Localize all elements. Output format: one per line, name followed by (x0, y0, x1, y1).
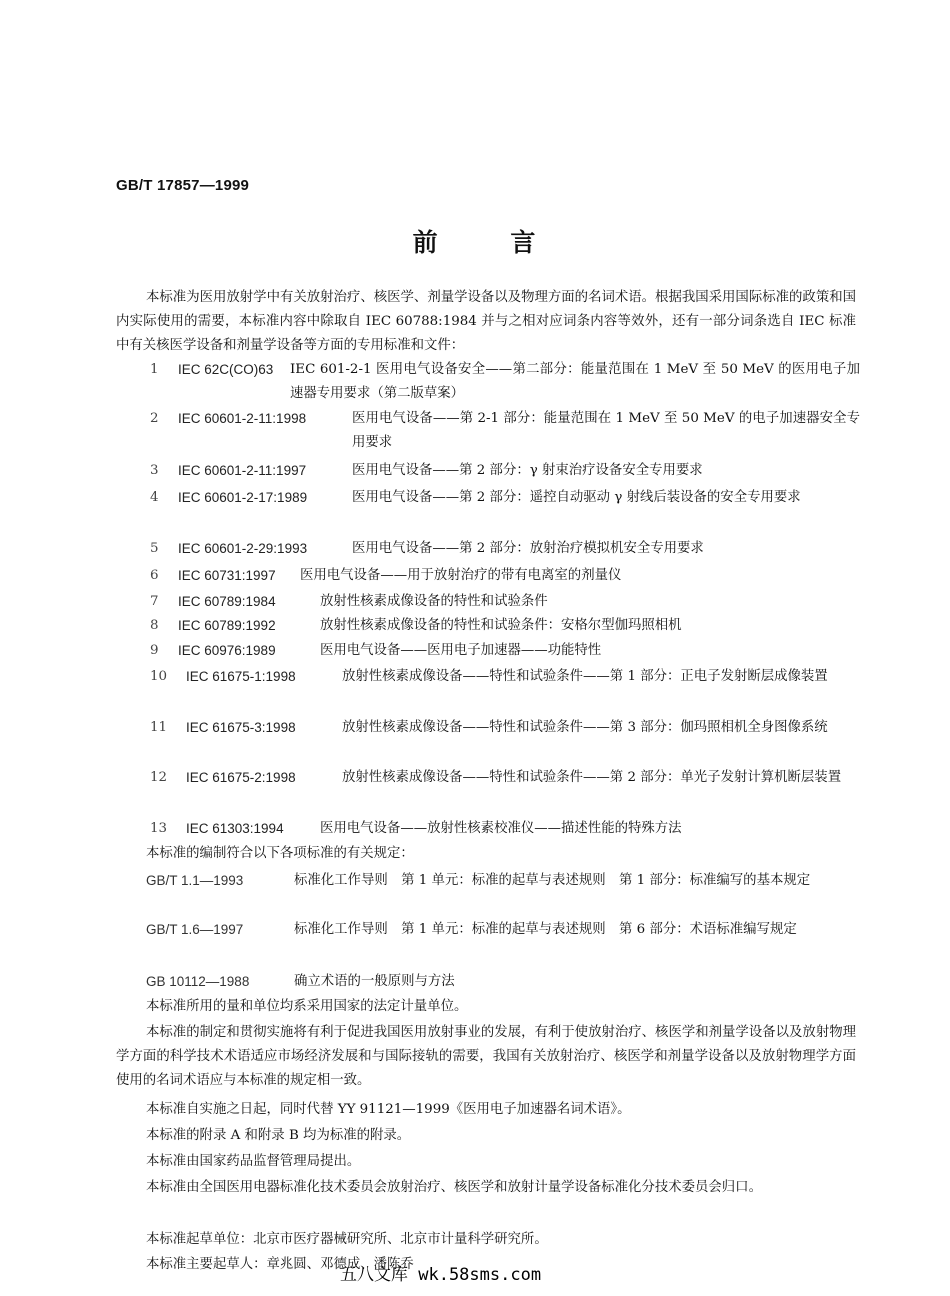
reference-code: IEC 60601-2-11:1998 (178, 411, 307, 426)
rule-desc: 确立术语的一般原则与方法 (294, 974, 455, 989)
rule-code: GB/T 1.1—1993 (146, 873, 244, 888)
rule-code: GB/T 1.6—1997 (146, 922, 244, 937)
page-title: 前 言 (412, 228, 538, 257)
reference-item (150, 459, 860, 483)
reference-number: 4 (150, 490, 159, 505)
rule-item (146, 869, 856, 917)
intro-paragraph: 本标准为医用放射学中有关放射治疗、核医学、剂量学设备以及物理方面的名词术语。根据我国采用国际标准的政策和国内实际使用的需要，本标准内容中除取自 IEC 60788:1984 并与之相对应词条内容等效外，还有一部分词条选自 IEC 标准中有关核医学设备和剂量学设备等方面的专用标准和文件： (116, 290, 856, 353)
body-paragraph: 本标准所用的量和单位均系采用国家的法定计量单位。 (146, 999, 468, 1014)
reference-desc: 医用电气设备——放射性核素校准仪——描述性能的特殊方法 (320, 821, 682, 836)
reference-desc: 医用电气设备——第 2 部分：放射治疗模拟机安全专用要求 (352, 541, 704, 556)
reference-number: 1 (150, 362, 159, 377)
body-paragraph: 本标准起草单位：北京市医疗器械研究所、北京市计量科学研究所。 (146, 1232, 548, 1247)
reference-desc: 放射性核素成像设备——特性和试验条件——第 1 部分：正电子发射断层成像装置 (342, 669, 828, 684)
reference-desc: 放射性核素成像设备——特性和试验条件——第 3 部分：伽玛照相机全身图像系统 (342, 720, 828, 735)
rules-intro: 本标准的编制符合以下各项标准的有关规定： (146, 846, 414, 861)
reference-code: IEC 60601-2-11:1997 (178, 463, 307, 478)
reference-item (150, 716, 860, 764)
reference-code: IEC 60601-2-17:1989 (178, 490, 308, 505)
reference-code: IEC 60976:1989 (178, 643, 276, 658)
reference-number: 10 (150, 669, 168, 684)
reference-item (150, 817, 860, 841)
reference-desc: 医用电气设备——用于放射治疗的带有电离室的剂量仪 (300, 568, 622, 583)
reference-code: IEC 62C(CO)63 (178, 362, 274, 377)
reference-item (150, 590, 860, 614)
reference-desc: 放射性核素成像设备的特性和试验条件：安格尔型伽玛照相机 (320, 618, 682, 633)
reference-item (150, 537, 860, 561)
body-paragraph: 本标准自实施之日起，同时代替 YY 91121—1999《医用电子加速器名词术语》。 (146, 1102, 631, 1117)
watermark-text: 五八文库 wk.58sms.com (340, 1265, 542, 1285)
reference-item (150, 665, 860, 713)
reference-code: IEC 61303:1994 (186, 821, 284, 836)
reference-desc: 医用电气设备——第 2 部分：γ 射束治疗设备安全专用要求 (352, 463, 703, 478)
reference-code: IEC 60731:1997 (178, 568, 276, 583)
reference-item (150, 614, 860, 638)
reference-desc: 放射性核素成像设备——特性和试验条件——第 2 部分：单光子发射计算机断层装置 (342, 770, 842, 785)
reference-number: 8 (150, 618, 159, 633)
reference-number: 3 (150, 463, 159, 478)
reference-item (150, 564, 860, 588)
reference-number: 7 (150, 594, 159, 609)
reference-code: IEC 60601-2-29:1993 (178, 541, 308, 556)
reference-item (150, 407, 860, 455)
reference-item (150, 486, 860, 534)
reference-item (150, 358, 860, 406)
rule-desc: 标准化工作导则 第 1 单元：标准的起草与表述规则 第 1 部分：标准编写的基本规定 (294, 873, 811, 888)
rule-item (146, 970, 856, 994)
body-paragraph: 本标准主要起草人：章兆圆、邓德成、潘陈乔 (146, 1257, 414, 1272)
reference-number: 6 (150, 568, 159, 583)
body-paragraph: 本标准的制定和贯彻实施将有利于促进我国医用放射事业的发展，有利于使放射治疗、核医学和剂量学设备以及放射物理学方面的科学技术术语适应市场经济发展和与国际接轨的需要，我国有关放射治疗、核医学和剂量学设备以及放射物理学方面使用的名词术语应与本标准的规定相一致。 (116, 1025, 856, 1088)
reference-number: 2 (150, 411, 159, 426)
rule-code: GB 10112—1988 (146, 974, 250, 989)
reference-number: 12 (150, 770, 168, 785)
reference-code: IEC 61675-3:1998 (186, 720, 296, 735)
reference-item (150, 766, 860, 814)
reference-code: IEC 61675-1:1998 (186, 669, 296, 684)
reference-desc: 放射性核素成像设备的特性和试验条件 (320, 594, 548, 609)
body-paragraph: 本标准由国家药品监督管理局提出。 (146, 1154, 361, 1169)
reference-number: 13 (150, 821, 168, 836)
reference-code: IEC 60789:1984 (178, 594, 276, 609)
body-paragraph: 本标准由全国医用电器标准化技术委员会放射治疗、核医学和放射计量学设备标准化分技术委员会归口。 (146, 1180, 762, 1195)
reference-number: 9 (150, 643, 159, 658)
reference-desc: 医用电气设备——医用电子加速器——功能特性 (320, 643, 602, 658)
reference-number: 5 (150, 541, 159, 556)
reference-desc: 医用电气设备——第 2-1 部分：能量范围在 1 MeV 至 50 MeV 的电子加速器安全专用要求 (352, 411, 860, 450)
rule-desc: 标准化工作导则 第 1 单元：标准的起草与表述规则 第 6 部分：术语标准编写规定 (294, 922, 797, 937)
rule-item (146, 918, 856, 966)
standard-code: GB/T 17857—1999 (116, 177, 250, 194)
reference-number: 11 (150, 720, 168, 735)
reference-code: IEC 60789:1992 (178, 618, 276, 633)
body-paragraph: 本标准的附录 A 和附录 B 均为标准的附录。 (146, 1128, 411, 1143)
reference-code: IEC 61675-2:1998 (186, 770, 296, 785)
reference-desc: IEC 601-2-1 医用电气设备安全——第二部分：能量范围在 1 MeV 至 50 MeV 的医用电子加速器专用要求（第二版草案） (290, 362, 860, 401)
reference-item (150, 639, 860, 663)
reference-desc: 医用电气设备——第 2 部分：遥控自动驱动 γ 射线后装设备的安全专用要求 (352, 490, 801, 505)
